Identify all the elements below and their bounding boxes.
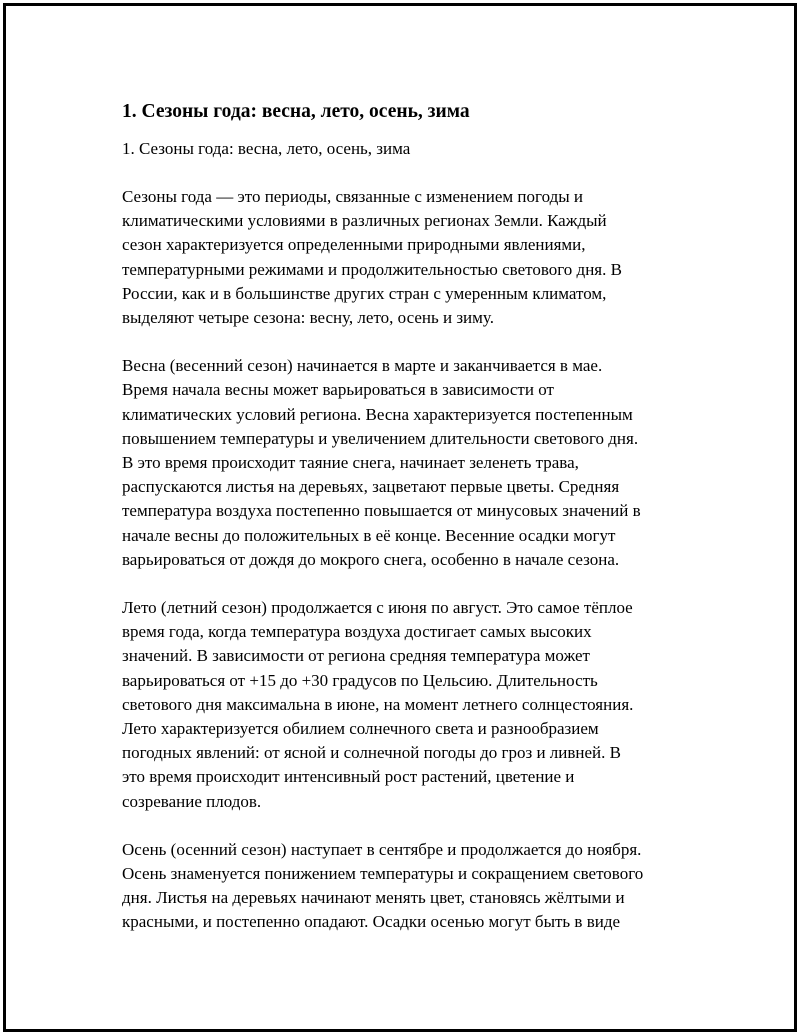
- text-line: погодных явлений: от ясной и солнечной погоды до гроз и ливней. В: [122, 743, 621, 763]
- text-line: Лето характеризуется обилием солнечного света и разнообразием: [122, 719, 599, 739]
- document-subheading: 1. Сезоны года: весна, лето, осень, зима: [122, 139, 411, 158]
- text-line: Лето (летний сезон) продолжается с июня по август. Это самое тёплое: [122, 598, 633, 618]
- text-line: Осень (осенний сезон) наступает в сентябре и продолжается до ноября.: [122, 839, 642, 859]
- text-line: выделяют четыре сезона: весну, лето, осень и зиму.: [122, 308, 494, 328]
- text-line: красными, и постепенно опадают. Осадки осенью могут быть в виде: [122, 912, 621, 932]
- text-line: значений. В зависимости от региона средняя температура может: [122, 646, 590, 666]
- text-line: распускаются листья на деревьях, зацветают первые цветы. Средняя: [122, 477, 620, 497]
- text-line: варьироваться от дождя до мокрого снега, особенно в начале сезона.: [122, 549, 620, 569]
- text-line: России, как и в большинстве других стран с умеренным климатом,: [122, 283, 607, 303]
- text-line: климатическими условиями в различных регионах Земли. Каждый: [122, 211, 607, 231]
- text-line: начале весны до положительных в её конце. Весенние осадки могут: [122, 525, 616, 545]
- text-line: Весна (весенний сезон) начинается в марте и заканчивается в мае.: [122, 356, 603, 376]
- text-line: Время начала весны может варьироваться в зависимости от: [122, 380, 554, 400]
- text-line: варьироваться от +15 до +30 градусов по Цельсию. Длительность: [122, 670, 598, 690]
- text-line: светового дня максимальна в июне, на момент летнего солнцестояния.: [122, 694, 634, 714]
- text-line: В это время происходит таяние снега, начинает зеленеть трава,: [122, 453, 579, 473]
- paragraph-list: [122, 185, 702, 935]
- text-line: сезон характеризуется определенными природными явлениями,: [122, 235, 586, 255]
- document-body: [122, 98, 702, 959]
- page-frame: [3, 3, 797, 1032]
- paragraph: [122, 596, 702, 814]
- paragraph: [122, 354, 702, 572]
- text-line: это время происходит интенсивный рост растений, цветение и: [122, 767, 575, 787]
- text-line: Сезоны года — это периоды, связанные с изменением погоды и: [122, 187, 583, 206]
- paragraph: [122, 838, 702, 935]
- text-line: климатических условий региона. Весна характеризуется постепенным: [122, 404, 633, 424]
- paragraph: [122, 185, 702, 330]
- text-line: дня. Листья на деревьях начинают менять цвет, становясь жёлтыми и: [122, 888, 625, 908]
- document-heading: 1. Сезоны года: весна, лето, осень, зима: [122, 101, 470, 122]
- text-line: температурными режимами и продолжительностью светового дня. В: [122, 259, 622, 279]
- text-line: температура воздуха постепенно повышается от минусовых значений в: [122, 501, 641, 521]
- text-line: Осень знаменуется понижением температуры и сокращением светового: [122, 864, 644, 884]
- text-line: повышением температуры и увеличением длительности светового дня.: [122, 428, 639, 448]
- text-line: созревание плодов.: [122, 791, 262, 811]
- text-line: время года, когда температура воздуха достигает самых высоких: [122, 622, 592, 642]
